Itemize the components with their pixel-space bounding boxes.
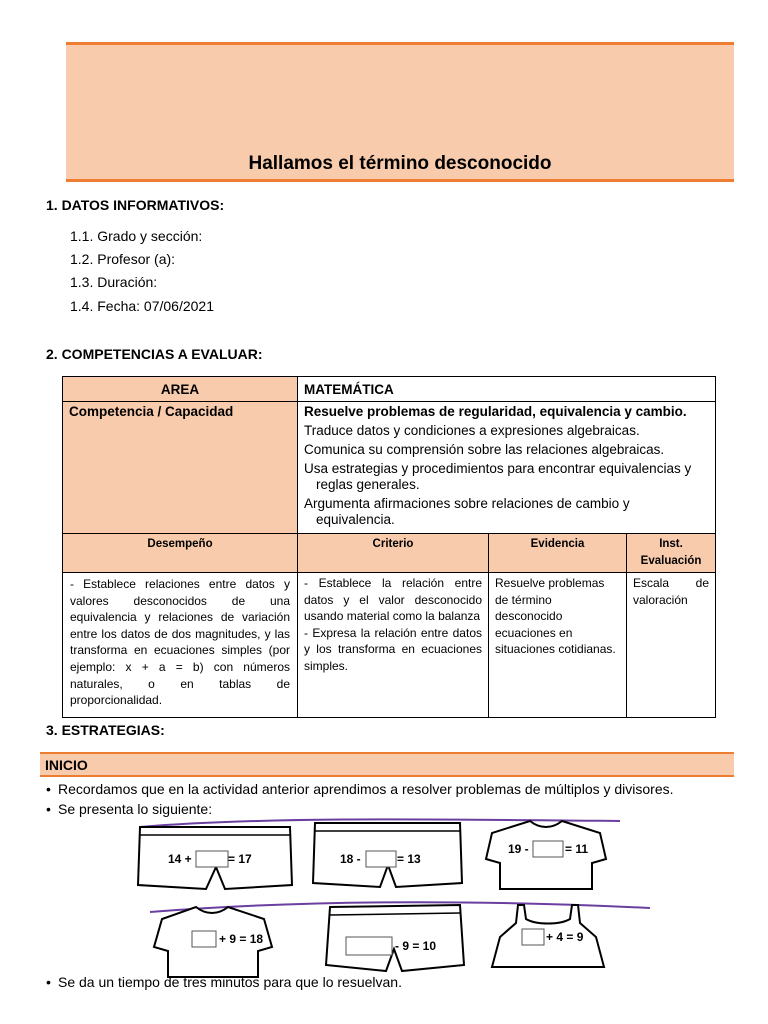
garment-1-right: = 17: [228, 852, 252, 866]
capacidad-3: Usa estrategias y procedimientos para encontrar equivalencias y reglas generales.: [304, 461, 692, 492]
info-grado: 1.1. Grado y sección:: [70, 228, 203, 244]
clothesline-figure: [0, 815, 768, 985]
bullet-dot: •: [46, 781, 51, 797]
header-inst-evaluacion: Inst. Evaluación: [627, 534, 716, 573]
bullet-3-text: Se da un tiempo de tres minutos para que lo resuelvan.: [58, 974, 402, 990]
section-1-heading: 1. DATOS INFORMATIVOS:: [46, 197, 225, 213]
desempeno-text: - Establece relaciones entre datos y valores desconocidos de una equivalencia y relaciones de variación entre los datos de dos magnitudes, y las transforma en ecuaciones simples (por ejemplo: x + a = b) con números naturales, o en tablas de proporcionalidad.: [63, 573, 298, 718]
evidencia-text: Resuelve problemas de término desconocido ecuaciones en situaciones cotidianas.: [489, 573, 627, 718]
answer-box-1[interactable]: [196, 851, 228, 867]
garment-2-right: = 13: [397, 852, 421, 866]
bullet-2-text: Se presenta lo siguiente:: [58, 801, 213, 817]
inicio-bar: [40, 752, 734, 777]
garment-5-right: - 9 = 10: [395, 939, 437, 953]
answer-box-5[interactable]: [346, 937, 392, 955]
competencias-table: [62, 376, 716, 718]
garment-shirt-3: [486, 821, 606, 889]
criterio-1: - Establece la relación entre datos y el valor desconocido usando material como la balanza: [304, 576, 482, 624]
info-duracion: 1.3. Duración:: [70, 274, 158, 290]
garment-tank-6: [492, 905, 604, 967]
garment-shorts-2: [313, 823, 462, 887]
garment-3-right: = 11: [565, 842, 589, 856]
bullet-1-text: Recordamos que en la actividad anterior aprendimos a resolver problemas de múltiplos y divisores.: [58, 781, 674, 797]
criterio-2: - Expresa la relación entre datos y los transforma en ecuaciones simples.: [304, 625, 482, 673]
capacidad-1: Traduce datos y condiciones a expresiones algebraicas.: [304, 423, 640, 438]
answer-box-3[interactable]: [533, 841, 563, 857]
competencia-label: Competencia / Capacidad: [63, 402, 298, 534]
section-3-heading: 3. ESTRATEGIAS:: [46, 722, 165, 738]
bullet-dot: •: [46, 801, 51, 817]
area-value: MATEMÁTICA: [298, 377, 716, 402]
competencia-cell: [298, 402, 716, 534]
title-banner: [66, 42, 734, 182]
garment-shorts-1: [138, 827, 292, 889]
header-criterio: Criterio: [298, 534, 489, 573]
inst-evaluacion-text: Escala de valoración: [627, 573, 716, 718]
inicio-label: INICIO: [45, 757, 88, 773]
answer-box-4[interactable]: [192, 931, 216, 947]
garment-shirt-4: [154, 907, 272, 977]
bullet-1: [46, 781, 674, 797]
capacidad-2: Comunica su comprensión sobre las relaciones algebraicas.: [304, 442, 665, 457]
competencia-value: Resuelve problemas de regularidad, equivalencia y cambio.: [304, 404, 687, 419]
garment-1-left: 14 +: [168, 852, 192, 866]
garment-6-right: + 4 = 9: [546, 930, 584, 944]
section-2-heading: 2. COMPETENCIAS A EVALUAR:: [46, 346, 263, 362]
capacidad-4: Argumenta afirmaciones sobre relaciones de cambio y equivalencia.: [304, 496, 630, 527]
info-profesor: 1.2. Profesor (a):: [70, 251, 176, 267]
area-label: AREA: [63, 377, 298, 402]
page-title: Hallamos el término desconocido: [248, 153, 552, 174]
bullet-3: [46, 974, 402, 990]
garment-shorts-5: [326, 905, 464, 971]
criterio-cell: [298, 573, 489, 718]
answer-box-2[interactable]: [366, 851, 396, 867]
header-evidencia: Evidencia: [489, 534, 627, 573]
info-fecha: 1.4. Fecha: 07/06/2021: [70, 298, 214, 314]
bullet-dot: •: [46, 974, 51, 990]
answer-box-6[interactable]: [522, 929, 544, 945]
garment-2-left: 18 -: [340, 852, 361, 866]
garment-3-left: 19 -: [508, 842, 529, 856]
garment-4-right: + 9 = 18: [219, 932, 264, 946]
header-desempeno: Desempeño: [63, 534, 298, 573]
